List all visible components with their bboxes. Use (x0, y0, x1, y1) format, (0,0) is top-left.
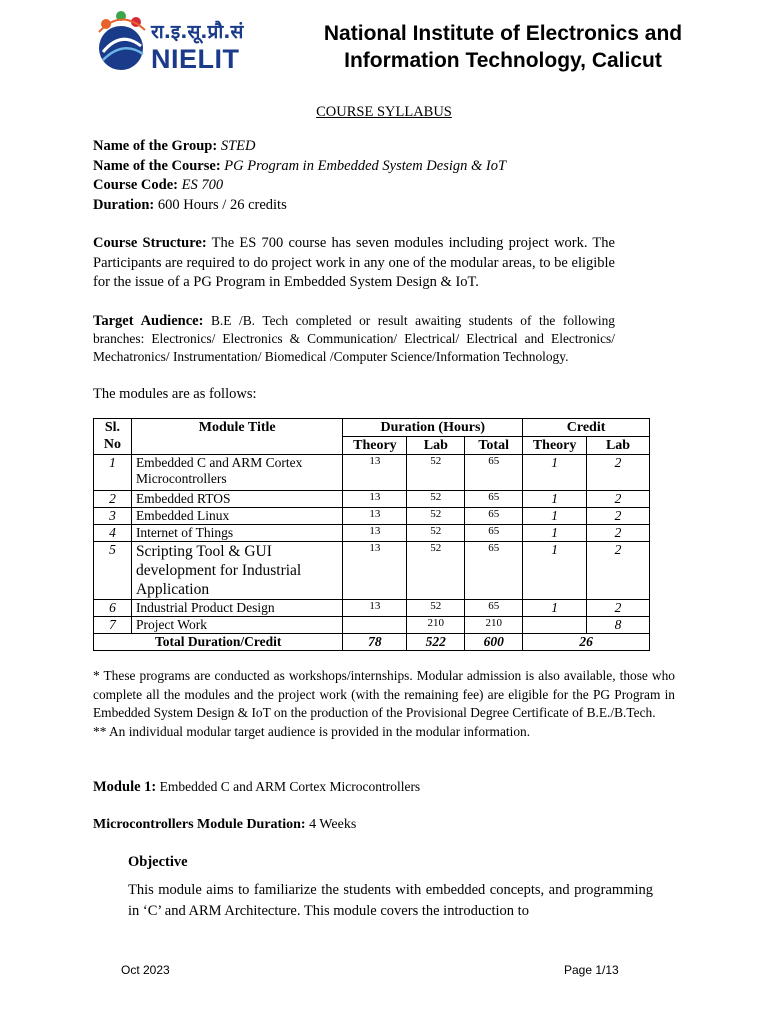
row-credit-theory (523, 617, 587, 634)
duration-line (93, 196, 506, 216)
footer-page-number: Page 1/13 (564, 963, 619, 977)
row-title: Internet of Things (131, 525, 342, 542)
logo-hindi-text: रा.इ.सू.प्रौ.सं (151, 21, 244, 43)
row-lab: 52 (407, 525, 465, 542)
row-lab: 52 (407, 455, 465, 491)
row-credit-theory: 1 (523, 491, 587, 508)
row-credit-lab: 2 (587, 525, 650, 542)
row-lab: 52 (407, 542, 465, 600)
institute-title-line1: National Institute of Electronics and (323, 22, 683, 45)
footer-date: Oct 2023 (121, 963, 170, 977)
row-title: Embedded RTOS (131, 491, 342, 508)
total-credit: 26 (523, 634, 650, 651)
code-value: ES 700 (181, 177, 224, 193)
row-lab: 52 (407, 491, 465, 508)
row-sl: 7 (94, 617, 132, 634)
table-row (94, 508, 650, 525)
header-theory: Theory (343, 437, 407, 455)
module-duration-label: Microcontrollers Module Duration: (93, 817, 306, 832)
total-label: Total Duration/Credit (94, 634, 343, 651)
course-value: PG Program in Embedded System Design & IoT (224, 157, 507, 174)
row-lab: 210 (407, 617, 465, 634)
module-1-label: Module 1: (93, 779, 157, 795)
objective-heading: Objective (128, 854, 188, 870)
course-structure (93, 234, 615, 293)
modules-intro: The modules are as follows: (93, 386, 257, 402)
row-total: 65 (465, 525, 523, 542)
row-title: Embedded C and ARM Cortex Microcontrollers (131, 455, 342, 491)
row-credit-lab: 2 (587, 542, 650, 600)
header-lab: Lab (407, 437, 465, 455)
row-title: Industrial Product Design (131, 600, 342, 617)
row-total: 65 (465, 455, 523, 491)
row-credit-lab: 2 (587, 600, 650, 617)
row-theory: 13 (343, 508, 407, 525)
institute-title-line2: Information Technology, Calicut (344, 49, 662, 72)
row-credit-lab: 2 (587, 455, 650, 491)
row-total: 65 (465, 508, 523, 525)
duration-label: Duration: (93, 196, 155, 213)
row-total: 65 (465, 600, 523, 617)
row-credit-lab: 8 (587, 617, 650, 634)
header-module-title: Module Title (131, 419, 342, 455)
row-total: 210 (465, 617, 523, 634)
row-sl: 2 (94, 491, 132, 508)
module-1-value: Embedded C and ARM Cortex Microcontrollers (159, 779, 421, 794)
row-credit-theory: 1 (523, 542, 587, 600)
table-row (94, 491, 650, 508)
row-lab: 52 (407, 600, 465, 617)
row-credit-theory: 1 (523, 508, 587, 525)
duration-value: 600 Hours / 26 credits (157, 196, 287, 213)
total-theory: 78 (343, 634, 407, 651)
footnotes (93, 667, 675, 741)
row-theory: 13 (343, 525, 407, 542)
institute-title (288, 20, 718, 74)
header-duration: Duration (Hours) (343, 419, 523, 437)
row-sl: 6 (94, 600, 132, 617)
table-row (94, 525, 650, 542)
audience-text: B.E /B. Tech completed or result awaiting students of the following branches: Electronics/ Electronics & Communication/ Electrical/ Electrical and Electronics/ Mechatronics/ Instrumentation/ Biomedical /Computer Science/Information Technology. (93, 313, 615, 364)
row-title: Project Work (131, 617, 342, 634)
objective-text: This module aims to familiarize the students with embedded concepts, and programming in ‘C’ and ARM Architecture. This module covers the introduction to (128, 882, 653, 919)
table-row (94, 617, 650, 634)
audience-label: Target Audience: (93, 313, 204, 329)
module-duration-line (93, 817, 356, 833)
row-credit-lab: 2 (587, 508, 650, 525)
modules-table (93, 418, 650, 651)
row-sl: 1 (94, 455, 132, 491)
nielit-logo (95, 8, 260, 76)
row-theory (343, 617, 407, 634)
row-credit-theory: 1 (523, 455, 587, 491)
row-theory: 13 (343, 542, 407, 600)
row-total: 65 (465, 491, 523, 508)
table-header-row (94, 419, 650, 437)
header-sl: Sl. No (94, 419, 132, 455)
row-total: 65 (465, 542, 523, 600)
table-total-row (94, 634, 650, 651)
header-credit-theory: Theory (523, 437, 587, 455)
table-row (94, 455, 650, 491)
row-sl: 5 (94, 542, 132, 600)
header-credit: Credit (523, 419, 650, 437)
code-label: Course Code: (93, 177, 178, 193)
nielit-emblem-icon (95, 10, 153, 74)
header-credit-lab: Lab (587, 437, 650, 455)
note-2: ** An individual modular target audience is provided in the modular information. (93, 723, 531, 739)
row-credit-theory: 1 (523, 600, 587, 617)
module-duration-value: 4 Weeks (309, 817, 357, 832)
structure-text: The ES 700 course has seven modules including project work. The Participants are required to do project work in any one of the modular areas, to be eligible for the issue of a PG Program in Embedded System Design & IoT. (93, 235, 615, 290)
row-credit-theory: 1 (523, 525, 587, 542)
course-line (93, 157, 506, 177)
module-1-line (93, 779, 420, 796)
row-title: Embedded Linux (131, 508, 342, 525)
group-value: STED (220, 138, 256, 154)
syllabus-heading: COURSE SYLLABUS (316, 104, 452, 120)
row-sl: 3 (94, 508, 132, 525)
note-1: * These programs are conducted as workshops/internships. Modular admission is also available, those who complete all the modules and the project work (with the remaining fee) are eligible for the PG Program in Embedded System Design & IoT on the production of the Provisional Degree Certificate of B.E./B.Tech. (93, 668, 675, 721)
row-sl: 4 (94, 525, 132, 542)
row-theory: 13 (343, 600, 407, 617)
row-theory: 13 (343, 491, 407, 508)
logo-brand-text: NIELIT (151, 44, 240, 74)
header-total: Total (465, 437, 523, 455)
row-credit-lab: 2 (587, 491, 650, 508)
total-total: 600 (465, 634, 523, 651)
row-title: Scripting Tool & GUI development for Industrial Application (131, 542, 342, 600)
row-theory: 13 (343, 455, 407, 491)
group-label: Name of the Group: (93, 138, 218, 154)
row-lab: 52 (407, 508, 465, 525)
code-line (93, 176, 506, 196)
total-lab: 522 (407, 634, 465, 651)
course-info (93, 137, 506, 215)
target-audience (93, 312, 615, 366)
course-label: Name of the Course: (93, 157, 221, 174)
group-line (93, 137, 506, 157)
structure-label: Course Structure: (93, 235, 207, 251)
table-row (94, 600, 650, 617)
table-row (94, 542, 650, 600)
